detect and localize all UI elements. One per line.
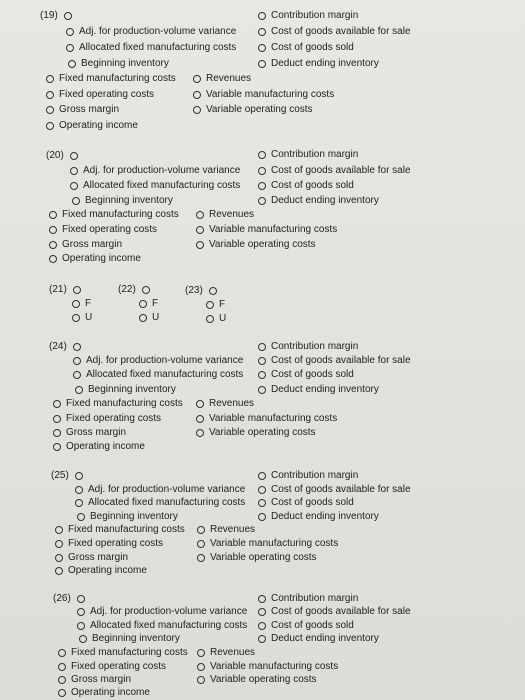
- radio-revenues[interactable]: [196, 400, 204, 408]
- option-label: Contribution margin: [271, 10, 359, 21]
- option-label: F: [219, 299, 226, 310]
- radio-beginning-inventory[interactable]: [72, 197, 80, 205]
- radio-adj-production-volume[interactable]: [73, 357, 81, 365]
- radio-gross-margin[interactable]: [53, 429, 61, 437]
- option-label: Revenues: [210, 647, 256, 658]
- question-number: (26): [53, 593, 71, 604]
- radio-deduct-ending[interactable]: [258, 513, 266, 521]
- radio-operating-income[interactable]: [49, 255, 57, 263]
- radio-button[interactable]: [73, 343, 81, 351]
- option-label: Fixed operating costs: [62, 224, 158, 235]
- radio-button[interactable]: [64, 12, 72, 20]
- radio-cost-goods-available[interactable]: [258, 167, 266, 175]
- option-label: Allocated fixed manufacturing costs: [88, 497, 246, 508]
- option-label: Fixed manufacturing costs: [66, 398, 183, 409]
- option-label: U: [85, 312, 93, 323]
- radio-fixed-manufacturing[interactable]: [58, 649, 66, 657]
- radio-cost-goods-available[interactable]: [258, 357, 266, 365]
- question-number: (21): [49, 284, 67, 295]
- option-label: Fixed operating costs: [68, 538, 164, 549]
- option-label: Adj. for production-volume variance: [83, 165, 241, 176]
- radio-cost-goods-sold[interactable]: [258, 622, 266, 630]
- option-label: Fixed operating costs: [71, 661, 167, 672]
- radio-contribution-margin[interactable]: [258, 151, 266, 159]
- question-number: (23): [185, 285, 203, 296]
- option-label: Fixed operating costs: [59, 89, 155, 100]
- option-label: Operating income: [66, 441, 145, 452]
- option-label: Variable manufacturing costs: [210, 661, 339, 672]
- option-label: Cost of goods available for sale: [271, 606, 411, 617]
- radio-beginning-inventory[interactable]: [68, 60, 76, 68]
- radio-allocated-fixed[interactable]: [73, 371, 81, 379]
- option-label: Contribution margin: [271, 593, 359, 604]
- option-label: F: [152, 298, 159, 309]
- radio-contribution-margin[interactable]: [258, 343, 266, 351]
- option-label: Variable manufacturing costs: [209, 413, 338, 424]
- radio-cost-goods-sold[interactable]: [258, 44, 266, 52]
- option-label: Beginning inventory: [90, 511, 178, 522]
- option-label: Cost of goods available for sale: [271, 165, 411, 176]
- option-label: Cost of goods sold: [271, 369, 354, 380]
- radio-revenues[interactable]: [193, 75, 201, 83]
- question-number: (20): [46, 150, 64, 161]
- radio-fixed-manufacturing[interactable]: [49, 211, 57, 219]
- radio-unfavorable[interactable]: [139, 314, 147, 322]
- option-label: Revenues: [206, 73, 252, 84]
- radio-cost-goods-sold[interactable]: [258, 371, 266, 379]
- option-label: Adj. for production-volume variance: [79, 26, 237, 37]
- radio-variable-operating[interactable]: [196, 241, 204, 249]
- option-label: Variable manufacturing costs: [210, 538, 339, 549]
- radio-fixed-operating[interactable]: [58, 663, 66, 671]
- radio-operating-income[interactable]: [58, 689, 66, 697]
- radio-button[interactable]: [209, 287, 217, 295]
- radio-operating-income[interactable]: [55, 567, 63, 575]
- radio-gross-margin[interactable]: [58, 676, 66, 684]
- option-label: F: [85, 298, 92, 309]
- radio-deduct-ending[interactable]: [258, 197, 266, 205]
- radio-fixed-manufacturing[interactable]: [46, 75, 54, 83]
- option-label: Fixed operating costs: [66, 413, 162, 424]
- radio-revenues[interactable]: [196, 211, 204, 219]
- option-label: Allocated fixed manufacturing costs: [83, 180, 241, 191]
- option-label: Variable operating costs: [209, 427, 316, 438]
- radio-deduct-ending[interactable]: [258, 386, 266, 394]
- question-number: (19): [40, 10, 58, 21]
- option-label: Deduct ending inventory: [271, 633, 379, 644]
- radio-variable-operating[interactable]: [197, 676, 205, 684]
- radio-variable-operating[interactable]: [196, 429, 204, 437]
- radio-fixed-operating[interactable]: [55, 540, 63, 548]
- radio-fixed-manufacturing[interactable]: [55, 526, 63, 534]
- option-label: Allocated fixed manufacturing costs: [79, 42, 237, 53]
- option-label: Contribution margin: [271, 341, 359, 352]
- option-label: Variable operating costs: [206, 104, 313, 115]
- radio-beginning-inventory[interactable]: [77, 513, 85, 521]
- option-label: Beginning inventory: [85, 195, 173, 206]
- radio-deduct-ending[interactable]: [258, 60, 266, 68]
- radio-contribution-margin[interactable]: [258, 595, 266, 603]
- radio-button[interactable]: [77, 595, 85, 603]
- radio-button[interactable]: [73, 286, 81, 294]
- option-label: Operating income: [62, 253, 141, 264]
- option-label: Gross margin: [71, 674, 132, 685]
- option-label: Cost of goods sold: [271, 180, 354, 191]
- question-number: (22): [118, 284, 136, 295]
- radio-unfavorable[interactable]: [72, 314, 80, 322]
- option-label: Beginning inventory: [92, 633, 180, 644]
- option-label: Revenues: [210, 524, 256, 535]
- option-label: U: [152, 312, 160, 323]
- radio-fixed-operating[interactable]: [49, 226, 57, 234]
- radio-variable-manufacturing[interactable]: [197, 540, 205, 548]
- option-label: Gross margin: [62, 239, 123, 250]
- radio-favorable[interactable]: [139, 300, 147, 308]
- option-label: Variable manufacturing costs: [209, 224, 338, 235]
- radio-allocated-fixed[interactable]: [66, 44, 74, 52]
- option-label: Allocated fixed manufacturing costs: [90, 620, 248, 631]
- option-label: Cost of goods available for sale: [271, 484, 411, 495]
- radio-button[interactable]: [70, 152, 78, 160]
- option-label: Deduct ending inventory: [271, 195, 379, 206]
- option-label: Deduct ending inventory: [271, 384, 379, 395]
- option-label: Gross margin: [66, 427, 127, 438]
- radio-revenues[interactable]: [197, 649, 205, 657]
- option-label: Deduct ending inventory: [271, 511, 379, 522]
- radio-button[interactable]: [75, 472, 83, 480]
- radio-revenues[interactable]: [197, 526, 205, 534]
- option-label: Operating income: [71, 687, 150, 698]
- radio-adj-production-volume[interactable]: [70, 167, 78, 175]
- radio-button[interactable]: [142, 286, 150, 294]
- option-label: Cost of goods available for sale: [271, 26, 411, 37]
- radio-beginning-inventory[interactable]: [79, 635, 87, 643]
- option-label: Beginning inventory: [81, 58, 169, 69]
- radio-gross-margin[interactable]: [49, 241, 57, 249]
- radio-fixed-operating[interactable]: [53, 415, 61, 423]
- option-label: Variable operating costs: [210, 674, 317, 685]
- option-label: Cost of goods available for sale: [271, 355, 411, 366]
- question-number: (25): [51, 470, 69, 481]
- radio-operating-income[interactable]: [53, 443, 61, 451]
- radio-adj-production-volume[interactable]: [77, 608, 85, 616]
- option-label: Cost of goods sold: [271, 497, 354, 508]
- radio-cost-goods-available[interactable]: [258, 608, 266, 616]
- option-label: Variable operating costs: [210, 552, 317, 563]
- radio-fixed-manufacturing[interactable]: [53, 400, 61, 408]
- option-label: Gross margin: [68, 552, 129, 563]
- option-label: Contribution margin: [271, 149, 359, 160]
- option-label: Adj. for production-volume variance: [90, 606, 248, 617]
- radio-fixed-operating[interactable]: [46, 91, 54, 99]
- option-label: Variable manufacturing costs: [206, 89, 335, 100]
- option-label: Fixed manufacturing costs: [59, 73, 176, 84]
- option-label: Variable operating costs: [209, 239, 316, 250]
- radio-adj-production-volume[interactable]: [75, 486, 83, 494]
- radio-variable-operating[interactable]: [193, 106, 201, 114]
- radio-variable-manufacturing[interactable]: [197, 663, 205, 671]
- option-label: Operating income: [59, 120, 138, 131]
- radio-favorable[interactable]: [206, 301, 214, 309]
- radio-contribution-margin[interactable]: [258, 472, 266, 480]
- option-label: Deduct ending inventory: [271, 58, 379, 69]
- option-label: Fixed manufacturing costs: [71, 647, 188, 658]
- radio-variable-manufacturing[interactable]: [196, 415, 204, 423]
- option-label: Contribution margin: [271, 470, 359, 481]
- option-label: Fixed manufacturing costs: [68, 524, 185, 535]
- radio-cost-goods-sold[interactable]: [258, 182, 266, 190]
- option-label: Revenues: [209, 209, 255, 220]
- question-number: (24): [49, 341, 67, 352]
- radio-gross-margin[interactable]: [46, 106, 54, 114]
- radio-cost-goods-available[interactable]: [258, 486, 266, 494]
- option-label: Adj. for production-volume variance: [86, 355, 244, 366]
- radio-adj-production-volume[interactable]: [66, 28, 74, 36]
- radio-allocated-fixed[interactable]: [77, 622, 85, 630]
- option-label: Cost of goods sold: [271, 620, 354, 631]
- radio-unfavorable[interactable]: [206, 315, 214, 323]
- radio-beginning-inventory[interactable]: [75, 386, 83, 394]
- option-label: Cost of goods sold: [271, 42, 354, 53]
- option-label: Allocated fixed manufacturing costs: [86, 369, 244, 380]
- radio-deduct-ending[interactable]: [258, 635, 266, 643]
- option-label: Adj. for production-volume variance: [88, 484, 246, 495]
- radio-variable-manufacturing[interactable]: [193, 91, 201, 99]
- option-label: Operating income: [68, 565, 147, 576]
- radio-allocated-fixed[interactable]: [75, 499, 83, 507]
- radio-variable-operating[interactable]: [197, 554, 205, 562]
- radio-favorable[interactable]: [72, 300, 80, 308]
- radio-variable-manufacturing[interactable]: [196, 226, 204, 234]
- radio-gross-margin[interactable]: [55, 554, 63, 562]
- option-label: Revenues: [209, 398, 255, 409]
- option-label: Beginning inventory: [88, 384, 176, 395]
- option-label: Gross margin: [59, 104, 120, 115]
- radio-contribution-margin[interactable]: [258, 12, 266, 20]
- option-label: U: [219, 313, 227, 324]
- radio-allocated-fixed[interactable]: [70, 182, 78, 190]
- option-label: Fixed manufacturing costs: [62, 209, 179, 220]
- radio-cost-goods-available[interactable]: [258, 28, 266, 36]
- radio-cost-goods-sold[interactable]: [258, 499, 266, 507]
- radio-operating-income[interactable]: [46, 122, 54, 130]
